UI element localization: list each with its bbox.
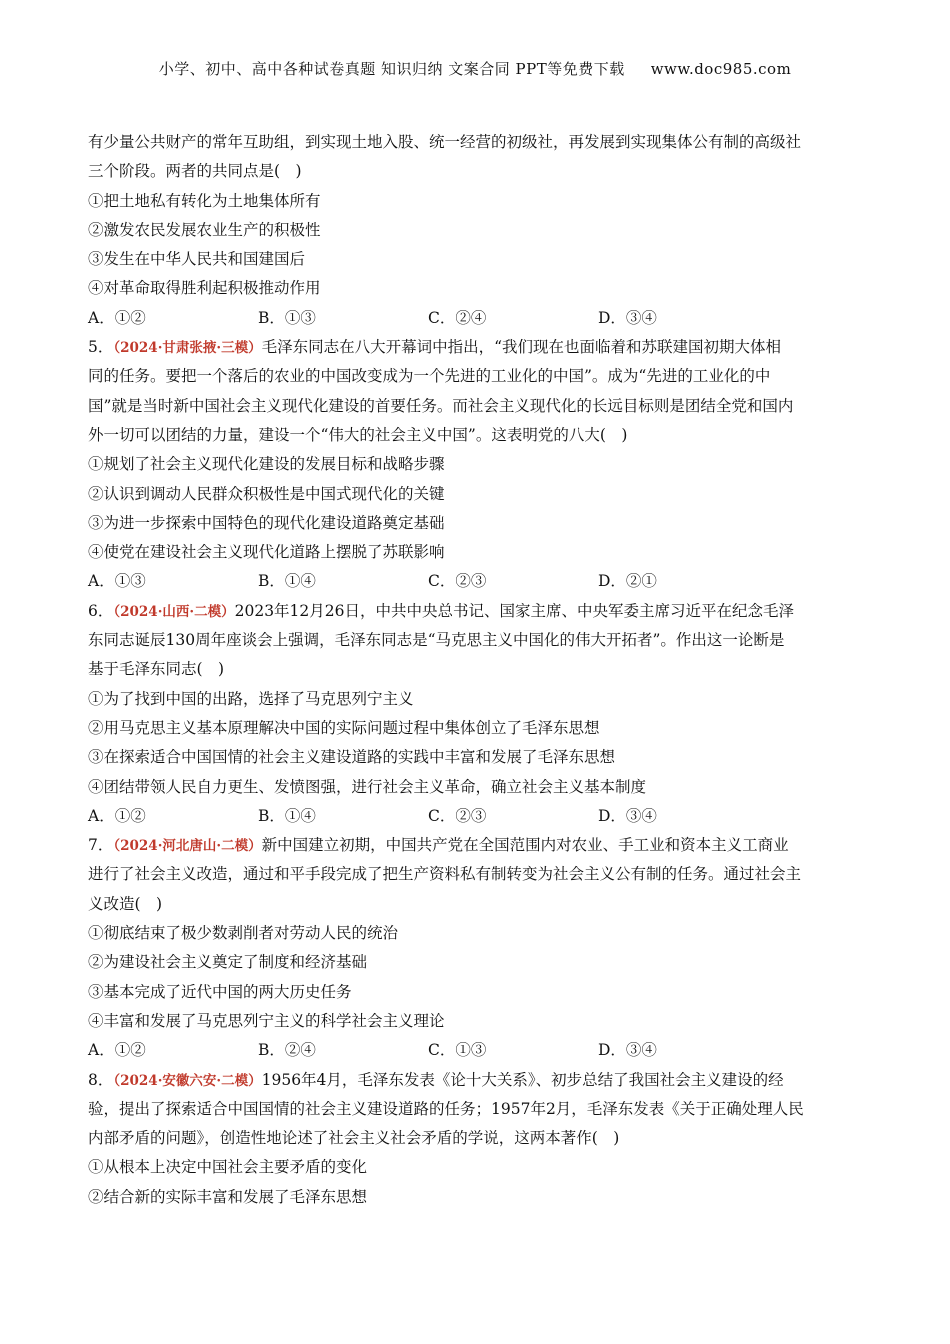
statement-item: ④使党在建设社会主义现代化道路上摆脱了苏联影响	[88, 543, 445, 562]
question-stem: 毛泽东同志在八大开幕词中指出，“我们现在也面临着和苏联建国初期大体相	[261, 338, 782, 357]
option-d: D．③④	[598, 806, 657, 825]
statement-item: ②结合新的实际丰富和发展了毛泽东思想	[88, 1187, 368, 1206]
question-stem: 义改造( )	[88, 894, 163, 913]
question-stem: 验，提出了探索适合中国国情的社会主义建设道路的任务；1957年2月，毛泽东发表《关于正确处理人民	[88, 1099, 804, 1118]
intro-line: 有少量公共财产的常年互助组，到实现土地入股、统一经营的初级社，再发展到实现集体公有制的高级社	[88, 133, 802, 151]
option-b: B．①③	[258, 308, 316, 327]
question-number: 5．	[88, 338, 114, 357]
option-c: C．②③	[428, 806, 487, 825]
question-stem: 2023年12月26日，中共中央总书记、国家主席、中央军委主席习近平在纪念毛泽	[234, 601, 795, 620]
question-7	[88, 831, 870, 1065]
question-stem: 外一切可以团结的力量，建设一个“伟大的社会主义中国”。这表明党的八大( )	[88, 425, 628, 444]
question-stem: 进行了社会主义改造，通过和平手段完成了把生产资料私有制转变为社会主义公有制的任务。通过社会主	[88, 865, 802, 884]
statement-item: ④团结带领人民自力更生、发愤图强，进行社会主义革命，确立社会主义基本制度	[88, 777, 647, 796]
statement-item: ②用马克思主义基本原理解决中国的实际问题过程中集体创立了毛泽东思想	[88, 718, 600, 737]
statement-item: ①规划了社会主义现代化建设的发展目标和战略步骤	[88, 455, 445, 474]
statement-item: ③在探索适合中国国情的社会主义建设道路的实践中丰富和发展了毛泽东思想	[88, 748, 616, 767]
answer-options	[88, 802, 870, 831]
intro-item: ④对革命取得胜利起积极推动作用	[88, 279, 321, 298]
statement-item: ①从根本上决定中国社会主要矛盾的变化	[88, 1158, 368, 1177]
header-text: 小学、初中、高中各种试卷真题 知识归纳 文案合同 PPT等免费下载	[158, 60, 625, 78]
option-a: A．①②	[88, 806, 146, 825]
option-b: B．②④	[258, 1041, 316, 1060]
question-stem: 东同志诞辰130周年座谈会上强调，毛泽东同志是“马克思主义中国化的伟大开拓者”。作出这一论断是	[88, 631, 785, 650]
question-stem: 国”就是当时新中国社会主义现代化建设的首要任务。而社会主义现代化的长远目标则是团结全党和国内	[88, 396, 794, 415]
intro-item: ③发生在中华人民共和国建国后	[88, 250, 306, 269]
option-b: B．①④	[258, 572, 316, 591]
header-site[interactable]: www.doc985.com	[650, 60, 792, 78]
question-stem: 新中国建立初期，中国共产党在全国范围内对农业、手工业和资本主义工商业	[261, 836, 789, 855]
option-c: C．②④	[428, 308, 487, 327]
statement-item: ③基本完成了近代中国的两大历史任务	[88, 982, 352, 1001]
statement-item: ①彻底结束了极少数剥削者对劳动人民的统治	[88, 924, 399, 943]
option-a: A．①③	[88, 572, 146, 591]
option-a: A．①②	[88, 1041, 146, 1060]
answer-options	[88, 567, 870, 596]
intro-item: ②激发农民发展农业生产的积极性	[88, 220, 321, 239]
intro-item: ①把土地私有转化为土地集体所有	[88, 191, 321, 210]
document-body	[88, 128, 870, 1212]
question-number: 6．	[88, 601, 114, 620]
question-stem: 同的任务。要把一个落后的农业的中国改变成为一个先进的工业化的中国”。成为“先进的工业化的中	[88, 367, 771, 386]
statement-item: ③为进一步探索中国特色的现代化建设道路奠定基础	[88, 513, 445, 532]
question-6	[88, 597, 870, 831]
question-8	[88, 1066, 870, 1212]
option-b: B．①④	[258, 806, 316, 825]
option-d: D．②①	[598, 572, 657, 591]
option-d: D．③④	[598, 1041, 657, 1060]
question-number: 8．	[88, 1070, 114, 1089]
option-c: C．②③	[428, 572, 487, 591]
statement-item: ①为了找到中国的出路，选择了马克思列宁主义	[88, 689, 414, 708]
statement-item: ②为建设社会主义奠定了制度和经济基础	[88, 953, 368, 972]
question-source: （2024·河北唐山·二模）	[113, 838, 262, 855]
intro-line: 三个阶段。两者的共同点是( )	[88, 162, 302, 181]
option-a: A．①②	[88, 308, 146, 327]
question-source: （2024·甘肃张掖·三模）	[113, 340, 262, 357]
question-source: （2024·山西·二模）	[113, 603, 235, 620]
question-source: （2024·安徽六安·二模）	[113, 1072, 262, 1089]
question-5	[88, 333, 870, 597]
question-stem: 1956年4月，毛泽东发表《论十大关系》、初步总结了我国社会主义建设的经	[261, 1070, 784, 1089]
option-d: D．③④	[598, 308, 657, 327]
statement-item: ④丰富和发展了马克思列宁主义的科学社会主义理论	[88, 1011, 445, 1030]
answer-options	[88, 1036, 870, 1065]
intro-options	[88, 304, 870, 333]
question-stem: 内部矛盾的问题》，创造性地论述了社会主义社会矛盾的学说，这两本著作( )	[88, 1129, 620, 1148]
option-c: C．①③	[428, 1041, 487, 1060]
intro-block	[88, 128, 870, 333]
page-header	[0, 58, 950, 79]
statement-item: ②认识到调动人民群众积极性是中国式现代化的关键	[88, 484, 445, 503]
question-number: 7．	[88, 836, 114, 855]
question-stem: 基于毛泽东同志( )	[88, 660, 225, 679]
